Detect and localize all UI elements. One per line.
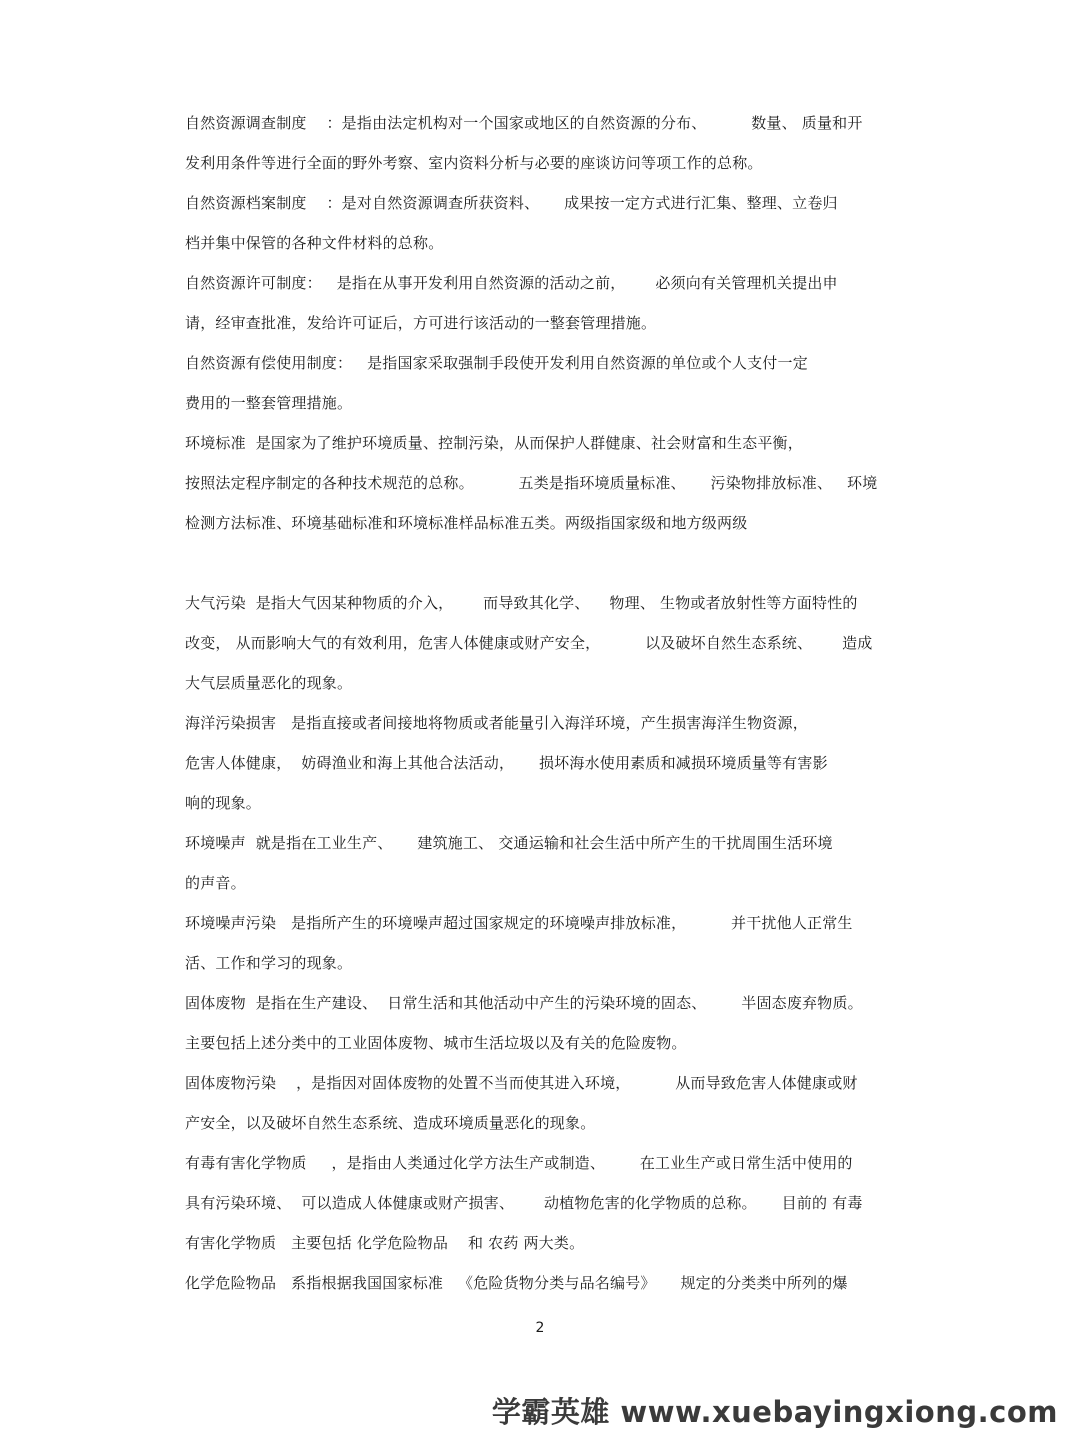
text-line: 固体废物 是指在生产建设、 日常生活和其他活动中产生的污染环境的固态、 半固态废弃物质。 bbox=[185, 994, 863, 1012]
watermark-text: 学霸英雄 www.xuebayingxiong.com bbox=[491, 1395, 1058, 1429]
text-line: 具有污染环境、 可以造成人体健康或财产损害、 动植物危害的化学物质的总称。 目前的 有毒 bbox=[185, 1194, 863, 1212]
text-line: 请，经审查批准，发给许可证后，方可进行该活动的一整套管理措施。 bbox=[185, 314, 657, 332]
text-line: 响的现象。 bbox=[185, 794, 262, 812]
text-line: 的声音。 bbox=[185, 874, 246, 892]
text-line: 自然资源调查制度 ：是指由法定机构对一个国家或地区的自然资源的分布、 数量、 质量和开 bbox=[185, 114, 863, 132]
text-line: 大气污染 是指大气因某种物质的介入， 而导致其化学、 物理、 生物或者放射性等方面特性的 bbox=[185, 594, 858, 612]
text-line: 危害人体健康， 妨碍渔业和海上其他合法活动， 损坏海水使用素质和减损环境质量等有害影 bbox=[185, 754, 828, 772]
text-line: 环境标准 是国家为了维护环境质量、控制污染，从而保护人群健康、社会财富和生态平衡， bbox=[185, 434, 803, 452]
text-line: 产安全，以及破坏自然生态系统、造成环境质量恶化的现象。 bbox=[185, 1114, 596, 1132]
text-line: 费用的一整套管理措施。 bbox=[185, 394, 353, 412]
text-line: 主要包括上述分类中的工业固体废物、城市生活垃圾以及有关的危险废物。 bbox=[185, 1034, 687, 1052]
text-line: 发利用条件等进行全面的野外考察、室内资料分析与必要的座谈访问等项工作的总称。 bbox=[185, 154, 763, 172]
text-line: 有毒有害化学物质 ，是指由人类通过化学方法生产或制造、 在工业生产或日常生活中使用的 bbox=[185, 1154, 853, 1172]
text-line: 环境噪声 就是指在工业生产、 建筑施工、 交通运输和社会生活中所产生的干扰周围生活环境 bbox=[185, 834, 833, 852]
text-line: 固体废物污染 ，是指因对固体废物的处置不当而使其进入环境， 从而导致危害人体健康或财 bbox=[185, 1074, 858, 1092]
text-line: 检测方法标准、环境基础标准和环境标准样品标准五类。两级指国家级和地方级两级 bbox=[185, 514, 748, 532]
page-number: 2 bbox=[535, 1320, 545, 1336]
text-line: 自然资源许可制度： 是指在从事开发利用自然资源的活动之前， 必须向有关管理机关提出申 bbox=[185, 274, 838, 292]
text-line: 大气层质量恶化的现象。 bbox=[185, 674, 353, 692]
text-line: 按照法定程序制定的各种技术规范的总称。 五类是指环境质量标准、 污染物排放标准、 环境 bbox=[185, 474, 878, 492]
text-line: 活、工作和学习的现象。 bbox=[185, 954, 353, 972]
text-line: 有害化学物质 主要包括 化学危险物品 和 农药 两大类。 bbox=[185, 1234, 585, 1252]
text-line: 化学危险物品 系指根据我国国家标准 《危险货物分类与品名编号》 规定的分类类中所列的爆 bbox=[185, 1274, 848, 1292]
text-line: 环境噪声污染 是指所产生的环境噪声超过国家规定的环境噪声排放标准， 并干扰他人正常生 bbox=[185, 914, 853, 932]
text-line: 档并集中保管的各种文件材料的总称。 bbox=[185, 234, 444, 252]
text-line: 海洋污染损害 是指直接或者间接地将物质或者能量引入海洋环境，产生损害海洋生物资源， bbox=[185, 714, 808, 732]
text-line: 改变， 从而影响大气的有效利用，危害人体健康或财产安全， 以及破坏自然生态系统、 造成 bbox=[185, 634, 873, 652]
text-line: 自然资源有偿使用制度： 是指国家采取强制手段使开发利用自然资源的单位或个人支付一定 bbox=[185, 354, 808, 372]
text-line: 自然资源档案制度 ：是对自然资源调查所获资料、 成果按一定方式进行汇集、整理、立卷归 bbox=[185, 194, 838, 212]
